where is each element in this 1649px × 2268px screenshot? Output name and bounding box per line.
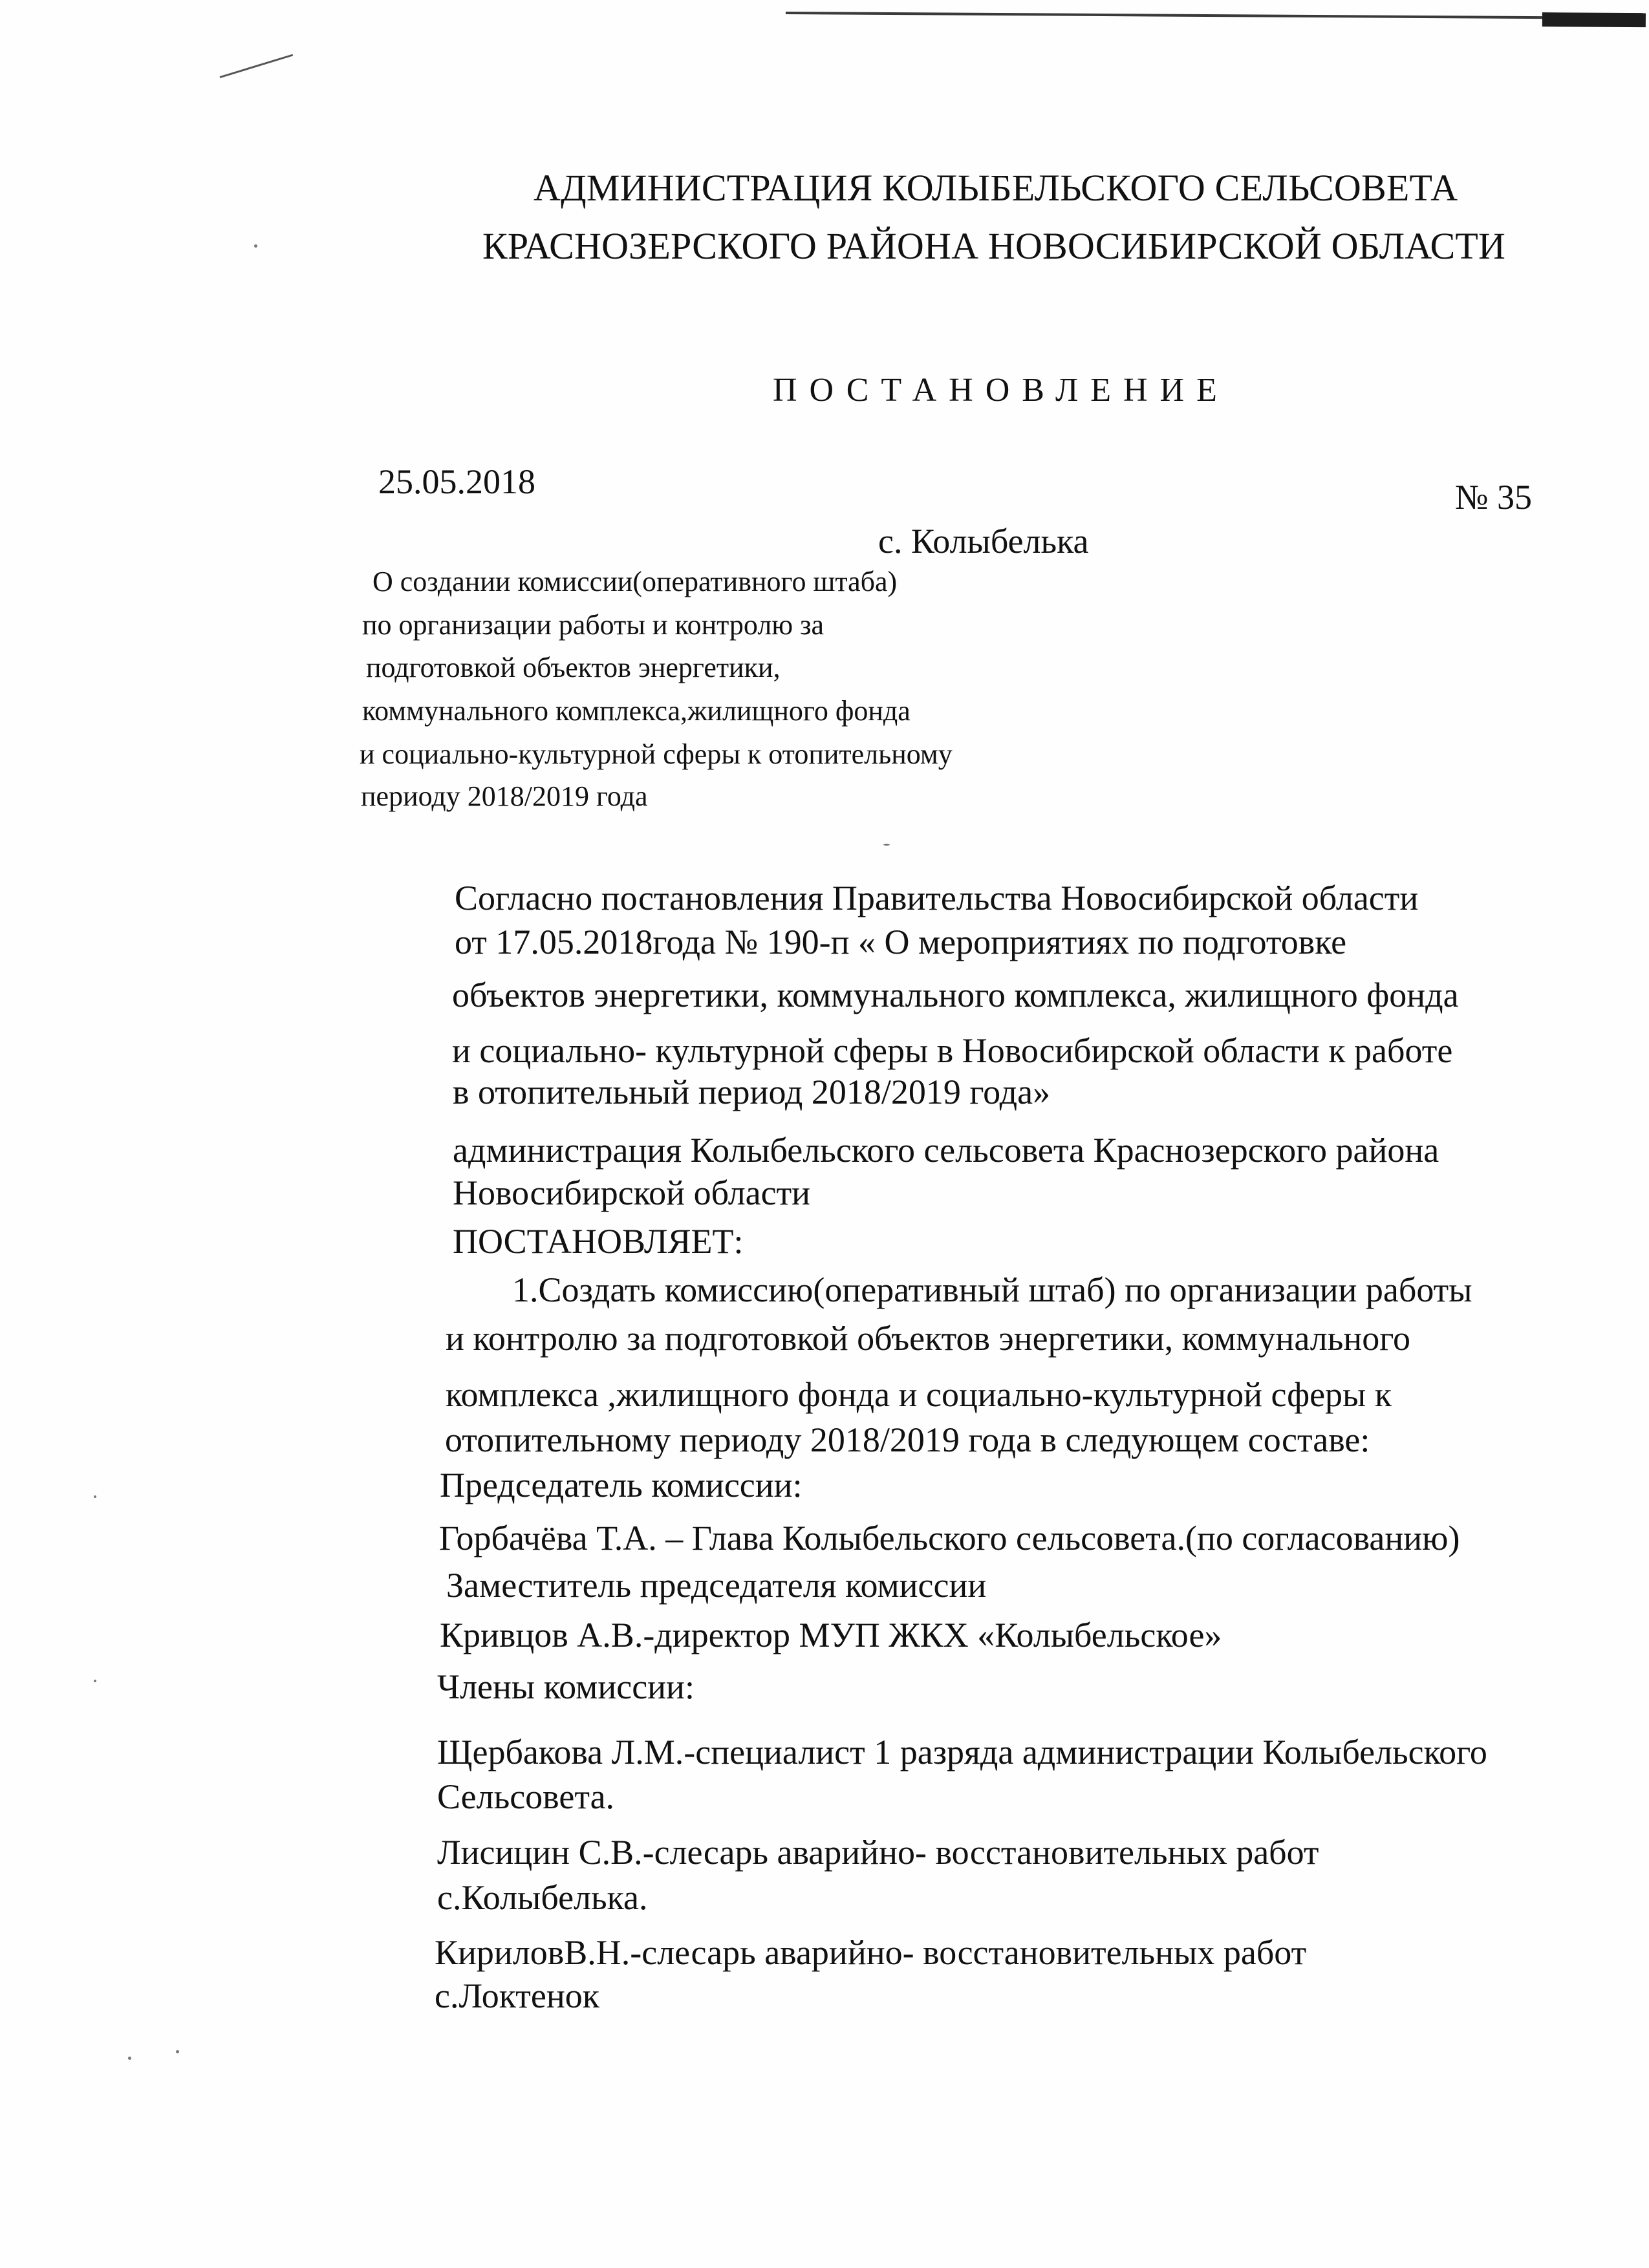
subject-line: коммунального комплекса,жилищного фонда [362, 695, 911, 727]
commission-member: КириловВ.Н.-слесарь аварийно- восстановительных работ [435, 1933, 1307, 1972]
body-line: 1.Создать комиссию(оперативный штаб) по организации работы [512, 1270, 1472, 1309]
scan-speck [176, 2050, 179, 2053]
body-line: администрация Колыбельского сельсовета Краснозерского района [453, 1131, 1439, 1170]
commission-member: Кривцов А.В.-директор МУП ЖКХ «Колыбельское» [440, 1616, 1222, 1654]
subject-line: подготовкой объектов энергетики, [366, 652, 781, 683]
body-line: отопительному периоду 2018/2019 года в следующем составе: [445, 1420, 1370, 1459]
body-line: с.Локтенок [435, 1976, 599, 2015]
document-date: 25.05.2018 [378, 462, 535, 501]
body-line: Согласно постановления Правительства Новосибирской области [455, 879, 1419, 917]
subject-line: периоду 2018/2019 года [361, 780, 648, 812]
scan-speck [254, 244, 257, 248]
scan-speck [883, 844, 890, 846]
document-place: с. Колыбелька [878, 522, 1089, 561]
header-organization-line-2: КРАСНОЗЕРСКОГО РАЙОНА НОВОСИБИРСКОЙ ОБЛАСТИ [482, 225, 1506, 267]
body-line: в отопительный период 2018/2019 года» [453, 1073, 1051, 1111]
scan-speck [94, 1680, 96, 1682]
body-line: Председатель комиссии: [440, 1466, 803, 1504]
body-line: Новосибирской области [453, 1173, 811, 1212]
body-line: с.Колыбелька. [437, 1878, 648, 1917]
commission-member: Щербакова Л.М.-специалист 1 разряда администрации Колыбельского [437, 1733, 1487, 1771]
header-organization-line-1: АДМИНИСТРАЦИЯ КОЛЫБЕЛЬСКОГО СЕЛЬСОВЕТА [534, 167, 1458, 209]
document-type-title: ПОСТАНОВЛЕНИЕ [773, 372, 1229, 409]
scan-mark-artifact [220, 54, 294, 78]
body-line: объектов энергетики, коммунального комплекса, жилищного фонда [452, 976, 1459, 1014]
scan-speck [128, 2057, 131, 2060]
scan-speck [94, 1495, 96, 1498]
body-line: комплекса ,жилищного фонда и социально-культурной сферы к [446, 1375, 1392, 1414]
scan-edge-artifact [786, 6, 1646, 25]
subject-line: по организации работы и контролю за [362, 609, 824, 641]
body-heading-decree: ПОСТАНОВЛЯЕТ: [453, 1222, 744, 1261]
body-line: от 17.05.2018года № 190-п « О мероприятиях по подготовке [455, 923, 1347, 961]
body-line: Члены комиссии: [437, 1667, 695, 1706]
body-line: и социально- культурной сферы в Новосибирской области к работе [452, 1031, 1453, 1070]
document-number: № 35 [1455, 478, 1533, 517]
subject-line: О создании комиссии(оперативного штаба) [372, 566, 898, 597]
body-line: Заместитель председателя комиссии [446, 1566, 987, 1605]
body-line: и контролю за подготовкой объектов энергетики, коммунального [446, 1319, 1411, 1358]
commission-member: Лисицин С.В.-слесарь аварийно- восстановительных работ [437, 1833, 1319, 1872]
commission-member: Горбачёва Т.А. – Глава Колыбельского сельсовета.(по согласованию) [439, 1519, 1460, 1557]
subject-line: и социально-культурной сферы к отопительному [360, 738, 953, 770]
body-line: Сельсовета. [437, 1777, 615, 1816]
